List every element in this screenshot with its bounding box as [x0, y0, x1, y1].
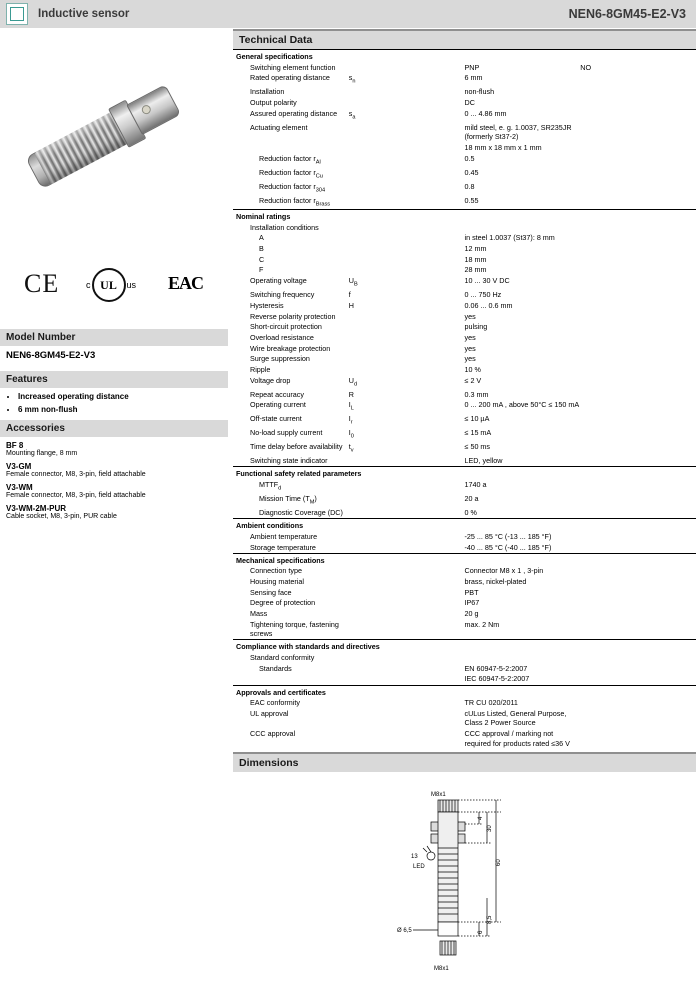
row-symbol: [349, 542, 465, 553]
row-symbol: [349, 531, 465, 542]
row-symbol: [349, 619, 465, 640]
row-value: 28 mm: [464, 265, 487, 275]
dimensions-drawing: [233, 772, 696, 1002]
row-label: Repeat accuracy: [250, 389, 304, 399]
row-symbol: [349, 167, 465, 181]
row-symbol: [349, 122, 465, 142]
row-label: Operating voltage: [250, 276, 307, 286]
row-symbol: [349, 62, 465, 73]
table-group-label: Mechanical specifications: [233, 553, 696, 566]
table-row: [233, 343, 696, 354]
row-value: LED, yellow: [464, 456, 503, 466]
row-label: Installation conditions: [250, 222, 319, 232]
row-label: Housing material: [250, 577, 304, 587]
row-value: mild steel, e. g. 1.0037, SR235JR (formerly St37-2): [464, 122, 572, 142]
accessory-name: V3-WM-2M-PUR: [6, 504, 66, 513]
row-value: brass, nickel-plated: [464, 577, 527, 587]
ul-us-letters: us: [126, 280, 137, 290]
table-row: [233, 698, 696, 709]
table-group-row: [233, 519, 696, 532]
row-value: yes: [464, 343, 476, 353]
row-label: Ripple: [250, 364, 271, 374]
table-group-label: General specifications: [233, 50, 696, 63]
row-symbol: $U_d$: [348, 375, 358, 388]
table-row: [233, 442, 696, 456]
row-symbol: $I_L$: [348, 400, 354, 412]
row-label: Installation: [250, 87, 285, 97]
ul-c-letter: c: [86, 280, 91, 290]
accessory-name: BF 8: [6, 441, 24, 450]
ce-mark-icon: CE: [24, 269, 60, 298]
row-symbol: [349, 609, 465, 620]
dim-label-6: 6: [478, 930, 484, 934]
row-value: 0 ... 4.86 mm: [464, 108, 507, 118]
list-item: • Increased operating distance: [18, 392, 228, 401]
ul-circle-letters: UL: [92, 268, 126, 302]
right-column: [228, 29, 696, 972]
row-symbol: [349, 494, 465, 508]
table-row: [233, 87, 696, 98]
table-row: [233, 653, 696, 664]
row-value: yes: [464, 354, 476, 364]
row-label: Overload resistance: [250, 332, 314, 342]
row-label: Reduction factor $r_{Al}$: [259, 153, 321, 166]
row-symbol: [349, 97, 465, 108]
row-label: Standards: [259, 663, 292, 673]
table-row: [233, 332, 696, 343]
row-value: 6 mm: [464, 73, 483, 83]
table-group-row: [233, 50, 696, 63]
table-row: [233, 311, 696, 322]
left-column: [0, 29, 228, 945]
row-symbol: [349, 663, 465, 674]
row-value: non-flush: [464, 87, 495, 97]
row-symbol: [349, 311, 465, 322]
row-label: Assured operating distance: [250, 108, 338, 118]
row-symbol: [349, 708, 465, 728]
table-row: [233, 663, 696, 674]
row-symbol: [349, 153, 465, 167]
row-symbol: [349, 508, 465, 519]
table-row: [233, 674, 696, 685]
table-row: [233, 195, 696, 210]
table-row: [233, 598, 696, 609]
row-symbol: [349, 566, 465, 577]
row-value: pulsing: [464, 322, 488, 332]
dim-label-13: 13: [411, 853, 418, 860]
row-value: EN 60947-5-2:2007: [464, 663, 528, 673]
features-section-title: Features: [0, 371, 228, 388]
row-label: Output polarity: [250, 98, 297, 108]
row-value: max. 2 Nm: [464, 619, 500, 629]
row-label: Switching element function: [250, 62, 336, 72]
row-label: Rated operating distance: [250, 73, 330, 83]
row-value: 0.06 ... 0.6 mm: [464, 300, 513, 310]
row-value: IEC 60947-5-2:2007: [464, 674, 530, 684]
row-value: 18 mm: [464, 254, 487, 264]
row-symbol: R: [348, 389, 354, 399]
row-label: Time delay before availability: [250, 442, 343, 452]
row-label: EAC conformity: [250, 698, 300, 708]
row-value: 0 ... 200 mA , above 50°C ≤ 150 mA: [464, 400, 580, 410]
dim-label-30: 30: [487, 825, 493, 832]
table-row: [233, 414, 696, 428]
table-group-row: [233, 553, 696, 566]
row-symbol: [349, 698, 465, 709]
table-row: [233, 62, 696, 73]
table-row: [233, 587, 696, 598]
table-row: [233, 167, 696, 181]
row-value: PBT: [464, 587, 479, 597]
row-label: No-load supply current: [250, 428, 323, 438]
accessory-description: Female connector, M8, 3-pin, field attachable: [6, 492, 146, 499]
table-row: [233, 542, 696, 553]
table-group-label: Functional safety related parameters: [233, 467, 696, 480]
table-group-label: Compliance with standards and directives: [233, 640, 696, 653]
dim-label-8-5: 8,5: [487, 915, 493, 924]
row-label: Wire breakage protection: [250, 343, 331, 353]
dim-label-led: LED: [413, 863, 425, 870]
row-value-secondary: NO: [580, 62, 592, 72]
row-label: Hysteresis: [250, 300, 284, 310]
table-row: [233, 508, 696, 519]
row-label: Reverse polarity protection: [250, 311, 336, 321]
table-row: [233, 609, 696, 620]
page-title: Inductive sensor: [38, 8, 130, 20]
row-label: Sensing face: [250, 587, 292, 597]
row-symbol: [349, 598, 465, 609]
row-symbol: [349, 480, 465, 494]
row-value: 10 ... 30 V DC: [464, 276, 510, 286]
page-header: [0, 0, 696, 29]
row-value: IP67: [464, 598, 480, 608]
table-group-label: Nominal ratings: [233, 210, 696, 223]
row-value: 20 a: [464, 494, 479, 504]
table-row: [233, 354, 696, 365]
table-row: [233, 290, 696, 301]
row-label: Mission Time $(T_M)$: [259, 494, 317, 506]
certification-marks: [0, 257, 228, 325]
row-label: Actuating element: [250, 122, 308, 132]
row-symbol: [349, 343, 465, 354]
list-item: [0, 441, 228, 457]
table-row: [233, 400, 696, 414]
list-item: • 6 mm non-flush: [18, 405, 228, 414]
model-number-value: NEN6-8GM45-E2-V3: [6, 350, 96, 361]
row-label: Operating current: [250, 400, 306, 410]
table-group-label: Ambient conditions: [233, 519, 696, 532]
row-label: Mass: [250, 609, 268, 619]
row-label: B: [259, 244, 264, 254]
row-label: Ambient temperature: [250, 531, 318, 541]
list-item: [0, 504, 228, 520]
row-symbol: [349, 233, 465, 244]
table-row: [233, 244, 696, 255]
row-label: Switching frequency: [250, 290, 315, 300]
row-symbol: $I_0$: [348, 428, 354, 440]
table-row: [233, 364, 696, 375]
table-row: [233, 142, 696, 153]
row-value: ≤ 50 ms: [464, 442, 491, 452]
row-value: 0.55: [464, 195, 479, 205]
row-label: Reduction factor $r_{Brass}$: [259, 195, 331, 208]
table-row: [233, 108, 696, 122]
row-label: Surge suppression: [250, 354, 310, 364]
row-label: Standard conformity: [250, 653, 315, 663]
accessory-description: Cable socket, M8, 3-pin, PUR cable: [6, 513, 117, 520]
table-group-row: [233, 467, 696, 480]
brand-logo-icon: [6, 3, 28, 25]
row-value: -25 ... 85 °C (-13 ... 185 °F): [464, 531, 552, 541]
table-row: [233, 222, 696, 233]
row-label: [233, 142, 349, 153]
row-symbol: [349, 456, 465, 467]
row-value: CCC approval / marking not required for products rated ≤36 V: [464, 729, 570, 748]
row-label: Voltage drop: [250, 375, 291, 385]
row-symbol: [349, 254, 465, 265]
eac-mark-icon: EAC: [168, 273, 204, 293]
row-symbol: [349, 332, 465, 343]
table-group-row: [233, 210, 696, 223]
row-label: CCC approval: [250, 729, 296, 739]
table-row: [233, 73, 696, 87]
row-symbol: $s_a$: [348, 108, 356, 121]
table-row: [233, 375, 696, 389]
row-value: TR CU 020/2011: [464, 698, 518, 708]
row-value: [465, 653, 581, 664]
row-value: PNP: [464, 62, 480, 72]
row-value: 20 g: [464, 609, 479, 619]
row-value: 10 %: [464, 364, 481, 374]
ul-mark-icon: [86, 265, 142, 305]
row-value: DC: [464, 98, 475, 108]
row-label: $MTTF_d$: [259, 480, 282, 492]
row-value: ≤ 10 µA: [464, 414, 490, 424]
list-item: [0, 462, 228, 478]
dim-label-4: 4: [478, 816, 484, 820]
table-row: [233, 531, 696, 542]
accessory-description: Mounting flange, 8 mm: [6, 450, 78, 457]
row-label: Degree of protection: [250, 598, 316, 608]
row-value: 12 mm: [464, 244, 487, 254]
accessory-name: V3-WM: [6, 483, 33, 492]
row-label: A: [259, 233, 264, 243]
page-body: [0, 29, 696, 972]
table-row: [233, 494, 696, 508]
table-row: [233, 153, 696, 167]
accessories-list: [0, 437, 228, 520]
model-number-section-title: Model Number: [0, 329, 228, 346]
row-value: yes: [464, 332, 476, 342]
row-label: UL approval: [250, 708, 289, 718]
table-row: [233, 233, 696, 244]
row-symbol: $U_B$: [348, 276, 358, 288]
row-symbol: f: [348, 290, 351, 300]
row-label: Short-circuit protection: [250, 322, 322, 332]
table-row: [233, 300, 696, 311]
dim-label-m8x1-top: M8x1: [431, 791, 446, 798]
row-symbol: $I_r$: [348, 414, 353, 426]
row-label: F: [259, 265, 264, 275]
row-label: C: [259, 254, 265, 264]
accessory-name: V3-GM: [6, 462, 32, 471]
table-row: [233, 456, 696, 467]
table-row: [233, 97, 696, 108]
row-value: ≤ 2 V: [464, 375, 482, 385]
table-row: [233, 729, 696, 749]
row-value: yes: [464, 311, 476, 321]
part-number-title: NEN6-8GM45-E2-V3: [568, 7, 686, 21]
product-image: [0, 29, 228, 257]
technical-data-table: [233, 49, 696, 749]
features-list: [0, 392, 228, 414]
dim-label-m8x1-bottom: M8x1: [434, 965, 449, 972]
row-label: Connection type: [250, 566, 302, 576]
row-symbol: [349, 244, 465, 255]
row-value: in steel 1.0037 (St37): 8 mm: [464, 233, 555, 243]
table-row: [233, 576, 696, 587]
row-symbol: [349, 195, 465, 210]
accessories-section-title: Accessories: [0, 420, 228, 437]
table-row: [233, 181, 696, 195]
row-symbol: [349, 222, 465, 233]
row-label: [233, 674, 349, 685]
row-symbol: [349, 265, 465, 276]
row-symbol: $t_v$: [348, 442, 354, 454]
table-row: [233, 428, 696, 442]
row-value: 0.8: [464, 181, 475, 191]
row-symbol: [349, 354, 465, 365]
row-value: cULus Listed, General Purpose, Class 2 Power Source: [464, 708, 567, 728]
row-symbol: [349, 364, 465, 375]
row-label: Reduction factor $r_{304}$: [259, 181, 326, 194]
table-group-row: [233, 685, 696, 698]
technical-data-section-title: Technical Data: [233, 29, 696, 49]
row-symbol: [349, 181, 465, 195]
row-label: Switching state indicator: [250, 456, 328, 466]
row-value: 18 mm x 18 mm x 1 mm: [464, 142, 542, 152]
row-value: 0.3 mm: [464, 389, 489, 399]
row-symbol: [349, 87, 465, 98]
row-symbol: [349, 142, 465, 153]
accessory-description: Female connector, M8, 3-pin, field attachable: [6, 471, 146, 478]
row-label: Diagnostic Coverage (DC): [259, 508, 343, 518]
table-row: [233, 254, 696, 265]
table-row: [233, 322, 696, 333]
row-symbol: [349, 674, 465, 685]
row-value: -40 ... 85 °C (-40 ... 185 °F): [464, 542, 552, 552]
table-row: [233, 389, 696, 400]
row-symbol: $s_n$: [348, 73, 356, 85]
row-value: 0 ... 750 Hz: [464, 290, 502, 300]
row-symbol: [349, 653, 465, 664]
row-value: ≤ 15 mA: [464, 428, 492, 438]
row-symbol: [349, 587, 465, 598]
row-symbol: [349, 729, 465, 749]
row-value: Connector M8 x 1 , 3-pin: [464, 566, 544, 576]
table-row: [233, 480, 696, 494]
row-symbol: H: [348, 300, 354, 310]
dimension-drawing-svg: [383, 778, 573, 978]
row-symbol: [349, 576, 465, 587]
row-label: Tightening torque, fastening screws: [250, 619, 339, 639]
row-value: [465, 222, 581, 233]
row-value: 0.5: [464, 153, 475, 163]
dim-label-diameter: Ø 6,5: [397, 927, 412, 934]
table-group-row: [233, 640, 696, 653]
sensor-illustration: [30, 74, 190, 193]
table-row: [233, 708, 696, 728]
dimensions-section-title: Dimensions: [233, 752, 696, 772]
row-label: Storage temperature: [250, 542, 316, 552]
row-label: Reduction factor $r_{Cu}$: [259, 167, 323, 180]
list-item: [0, 483, 228, 499]
table-row: [233, 265, 696, 276]
table-row: [233, 566, 696, 577]
dim-label-60: 60: [496, 859, 502, 866]
row-symbol: [349, 322, 465, 333]
table-row: [233, 619, 696, 640]
table-row: [233, 122, 696, 142]
table-group-label: Approvals and certificates: [233, 685, 696, 698]
row-value: 0.45: [464, 167, 479, 177]
table-row: [233, 276, 696, 290]
row-value: 0 %: [464, 508, 477, 518]
row-label: Off-state current: [250, 414, 302, 424]
row-value: 1740 a: [464, 480, 487, 490]
